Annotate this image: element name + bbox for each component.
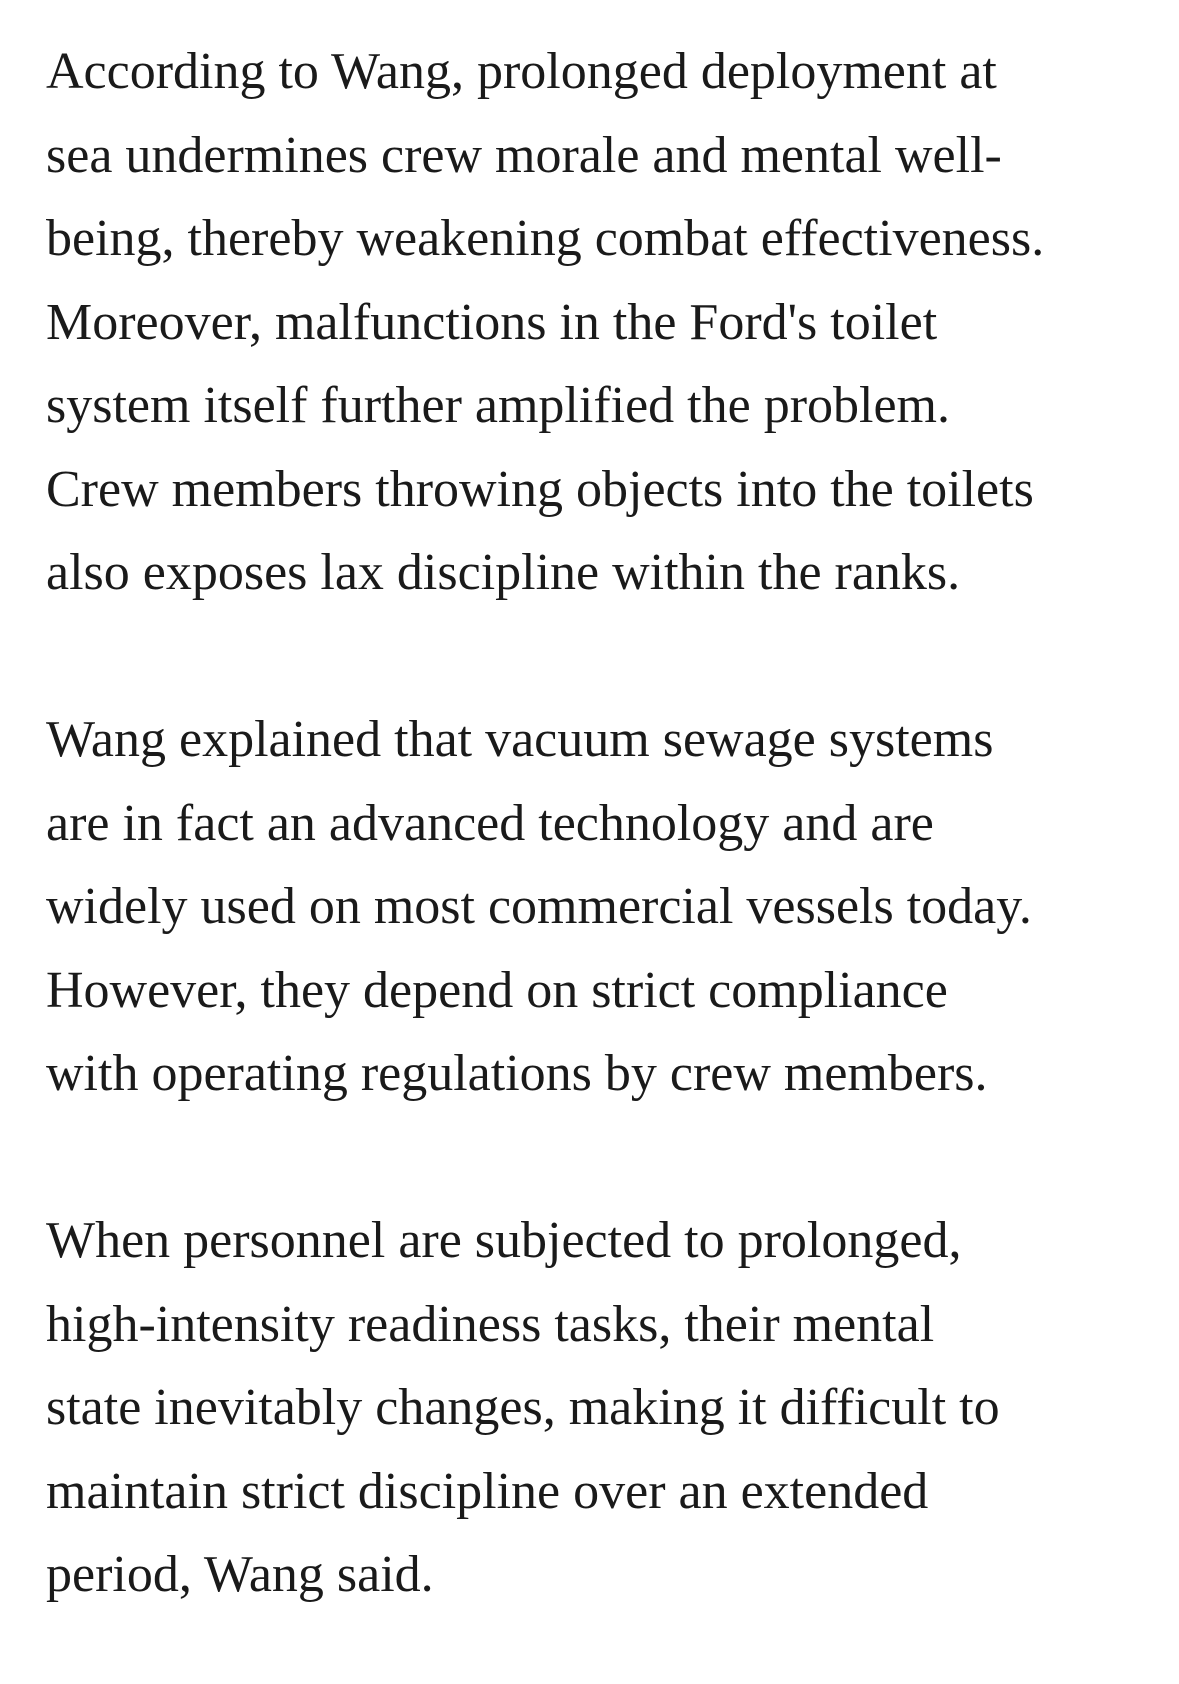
text-line: According to Wang, prolonged deployment at: [46, 43, 997, 100]
text-line: Moreover, malfunctions in the Ford's toilet: [46, 293, 938, 351]
text-line: period, Wang said.: [46, 1546, 434, 1603]
text-line: sea undermines crew morale and mental well-: [46, 126, 1002, 184]
article-body: [46, 30, 1166, 1617]
text-line: widely used on most commercial vessels today.: [46, 878, 1032, 935]
text-line: also exposes lax discipline within the ranks.: [46, 544, 961, 601]
text-line: Crew members throwing objects into the toilets: [46, 460, 1034, 518]
text-line: However, they depend on strict compliance: [46, 961, 948, 1019]
paragraph-vacuum-sewage: [46, 698, 1166, 1116]
paragraph-deployment-morale: [46, 30, 1166, 615]
text-line: high-intensity readiness tasks, their mental: [46, 1295, 935, 1353]
text-line: are in fact an advanced technology and are: [46, 794, 934, 852]
text-line: maintain strict discipline over an extended: [46, 1462, 929, 1520]
text-line: with operating regulations by crew members.: [46, 1045, 988, 1102]
text-line: being, thereby weakening combat effectiveness.: [46, 210, 1045, 267]
text-line: state inevitably changes, making it difficult to: [46, 1379, 1000, 1436]
text-line: Wang explained that vacuum sewage systems: [46, 711, 994, 768]
text-line: When personnel are subjected to prolonged,: [46, 1212, 962, 1269]
text-line: system itself further amplified the problem.: [46, 377, 950, 434]
paragraph-discipline: [46, 1199, 1166, 1617]
